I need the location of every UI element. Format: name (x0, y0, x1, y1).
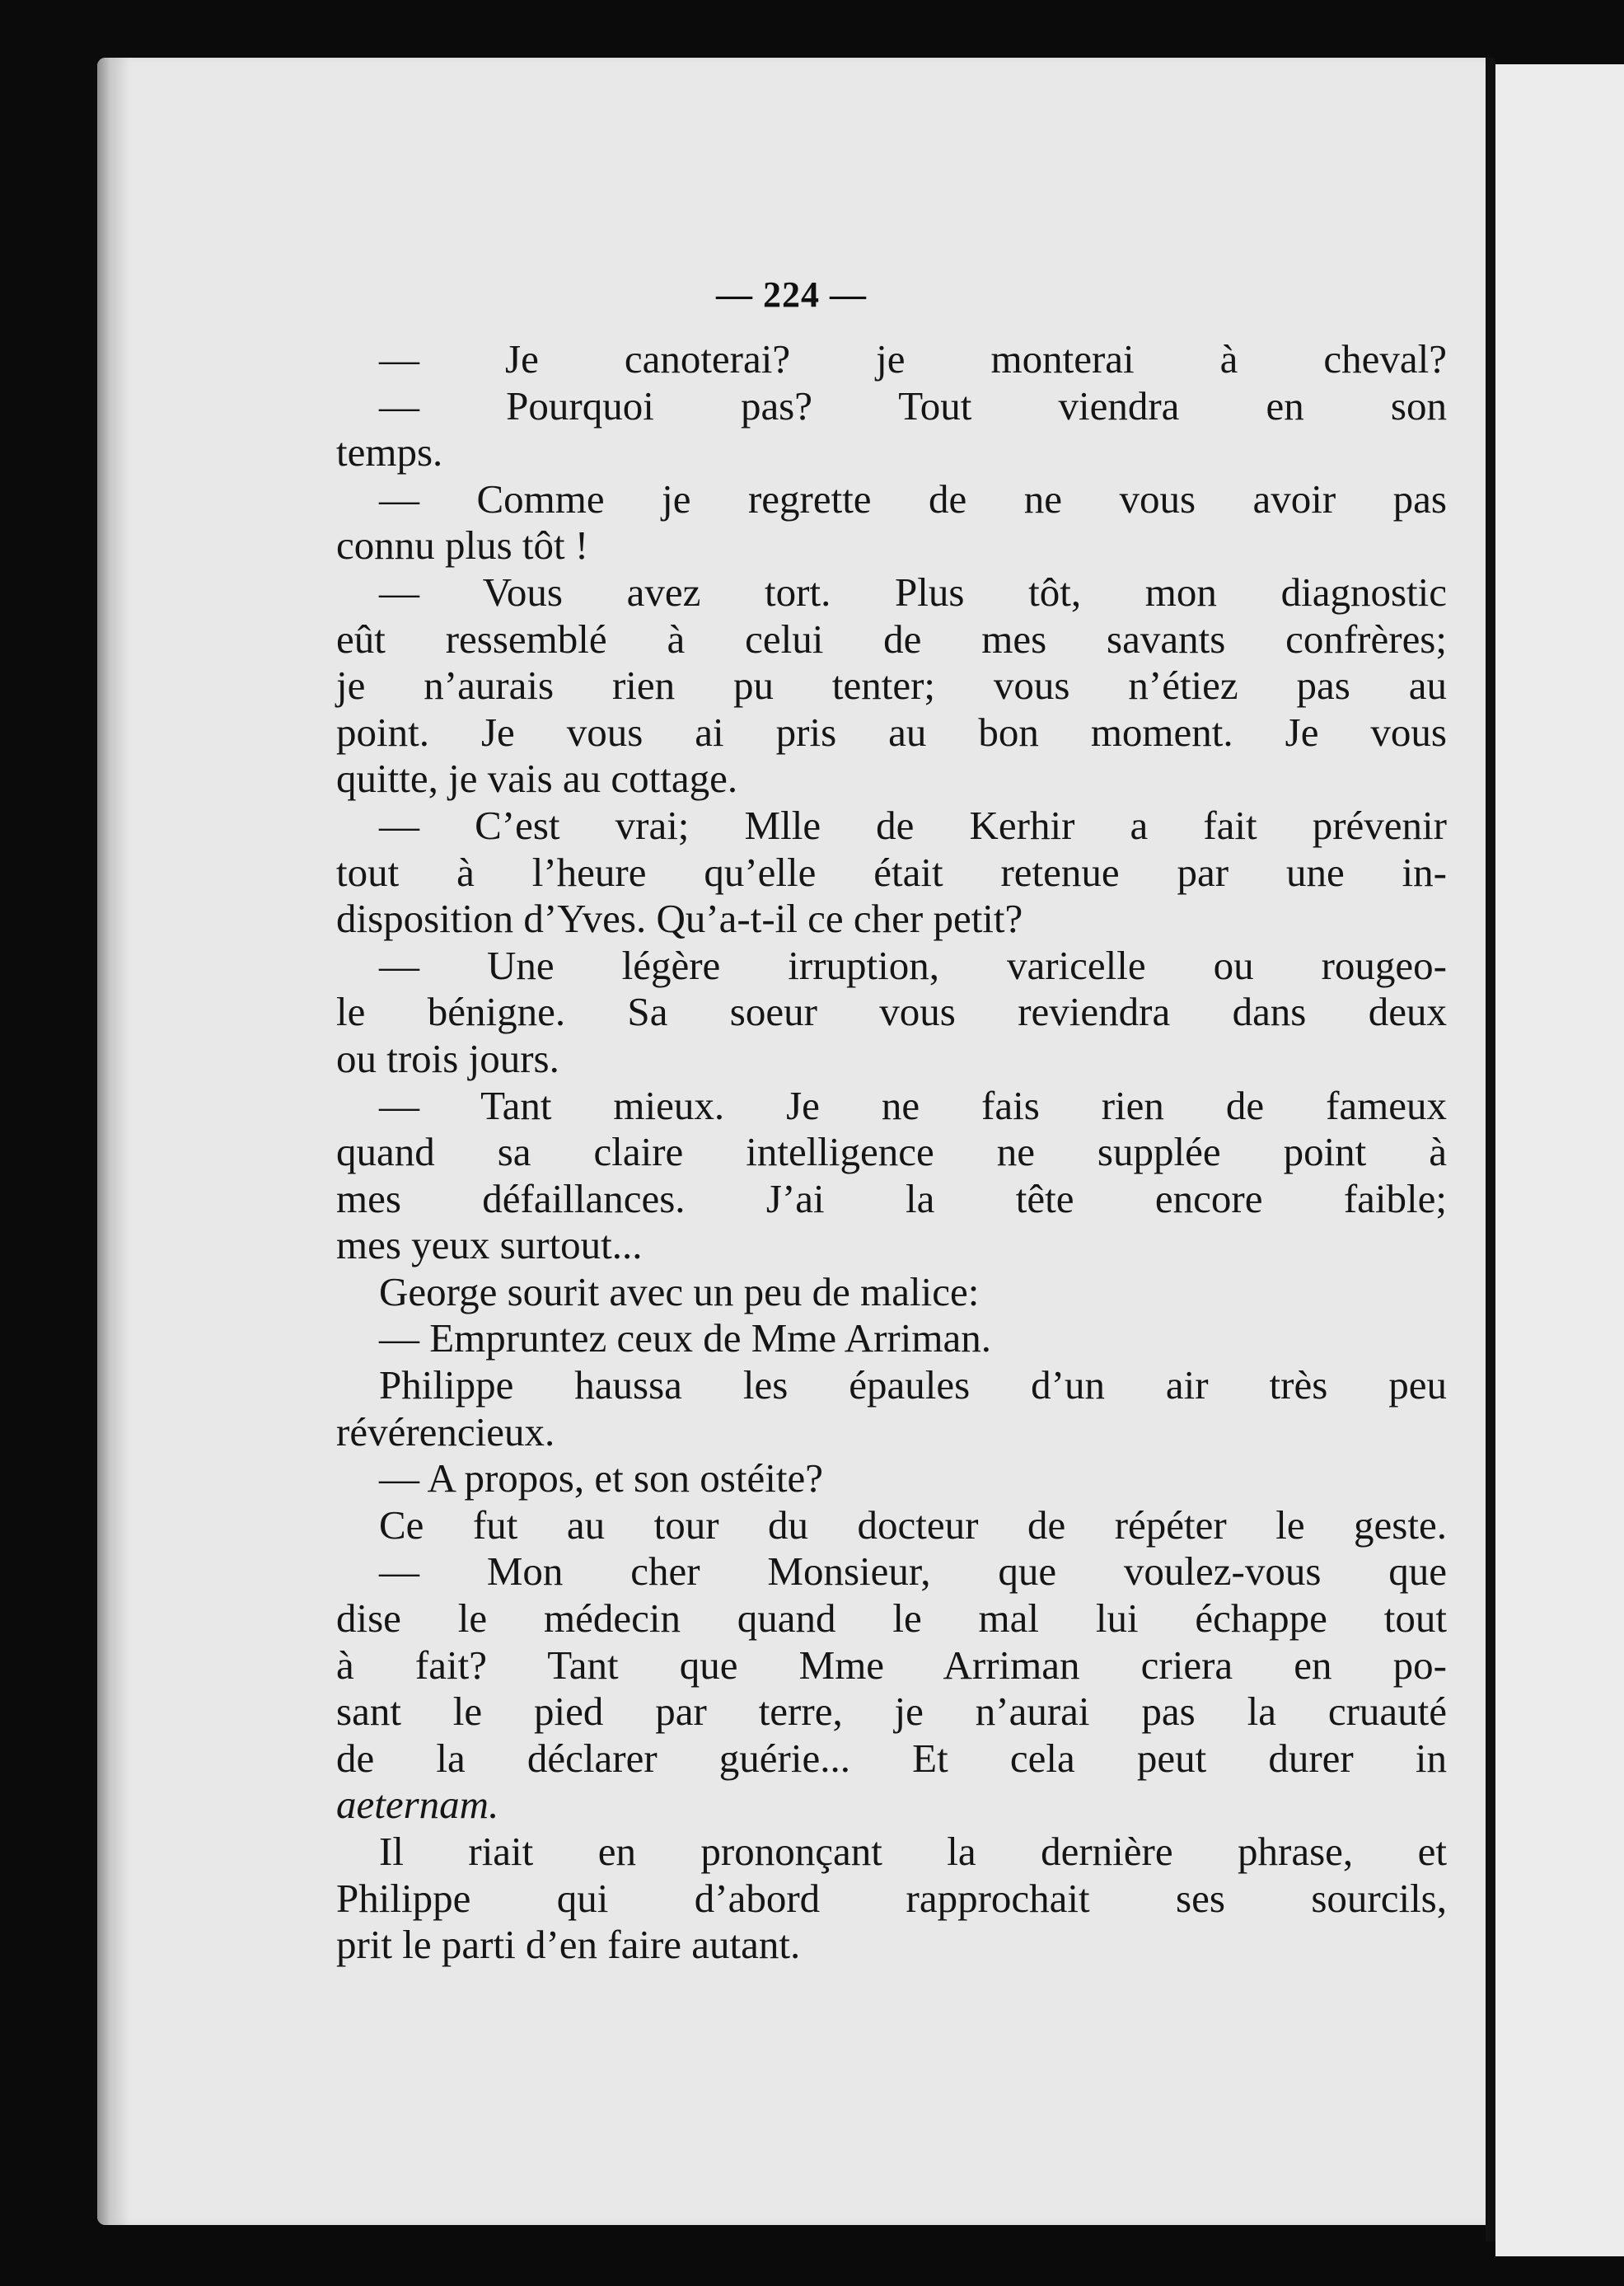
text-line: révérencieux. (336, 1408, 555, 1455)
text-line: tout à l’heure qu’elle était retenue par une in- (336, 849, 1447, 895)
text-line: — Tant mieux. Je ne fais rien de fameux (379, 1082, 1447, 1128)
text-line: Il riait en prononçant la dernière phrase, et (379, 1829, 1447, 1874)
text-line: à fait? Tant que Mme Arriman criera en po- (336, 1642, 1447, 1688)
text-line: — Je canoterai? je monterai à cheval? (379, 336, 1447, 382)
text-line: eût ressemblé à celui de mes savants confrères; (336, 616, 1447, 662)
text-line: quand sa claire intelligence ne supplée point à (336, 1129, 1447, 1175)
text-line: — Empruntez ceux de Mme Arriman. (379, 1315, 991, 1361)
text-line: prit le parti d’en faire autant. (336, 1922, 801, 1968)
text-line: Philippe qui d’abord rapprochait ses sourcils, (336, 1875, 1447, 1921)
text-line: — Comme je regrette de ne vous avoir pas (379, 475, 1447, 522)
text-line: connu plus tôt ! (336, 522, 589, 569)
text-line: mes yeux surtout... (336, 1222, 643, 1268)
text-line: — Vous avez tort. Plus tôt, mon diagnostic (379, 569, 1447, 615)
book-gutter (1486, 58, 1495, 2241)
text-line: le bénigne. Sa soeur vous reviendra dans deux (336, 989, 1447, 1035)
text-line: Ce fut au tour du docteur de répéter le geste. (379, 1501, 1447, 1548)
text-line: quitte, je vais au cottage. (336, 756, 738, 802)
text-line: dise le médecin quand le mal lui échappe tout (336, 1595, 1447, 1642)
text-line: George sourit avec un peu de malice: (379, 1268, 980, 1314)
text-line: disposition d’Yves. Qu’a-t-il ce cher petit? (336, 896, 1023, 942)
text-line: sant le pied par terre, je n’aurai pas la cruauté (336, 1689, 1447, 1735)
book-page (97, 58, 1486, 2225)
text-line: je n’aurais rien pu tenter; vous n’étiez pas au (336, 663, 1447, 709)
text-line: — Mon cher Monsieur, que voulez-vous que (379, 1548, 1447, 1595)
text-line: aeternam. (336, 1782, 499, 1828)
text-line: — A propos, et son ostéite? (379, 1455, 823, 1501)
text-line: mes défaillances. J’ai la tête encore faible; (336, 1175, 1447, 1221)
page-shadow-edge (97, 58, 130, 2225)
text-line: temps. (336, 429, 443, 475)
page-number: — 224 — (716, 274, 867, 315)
text-line: point. Je vous ai pris au bon moment. Je vous (336, 709, 1447, 755)
text-line: Philippe haussa les épaules d’un air très peu (379, 1362, 1447, 1408)
text-line: — Pourquoi pas? Tout viendra en son (379, 382, 1447, 429)
text-line: ou trois jours. (336, 1035, 559, 1081)
text-line: — C’est vrai; Mlle de Kerhir a fait prévenir (379, 802, 1447, 848)
facing-page-edge (1495, 64, 1624, 2256)
text-line: de la déclarer guérie... Et cela peut durer in (336, 1735, 1447, 1781)
page-body-text (336, 336, 1447, 1969)
text-line: — Une légère irruption, varicelle ou rougeo- (379, 942, 1447, 988)
